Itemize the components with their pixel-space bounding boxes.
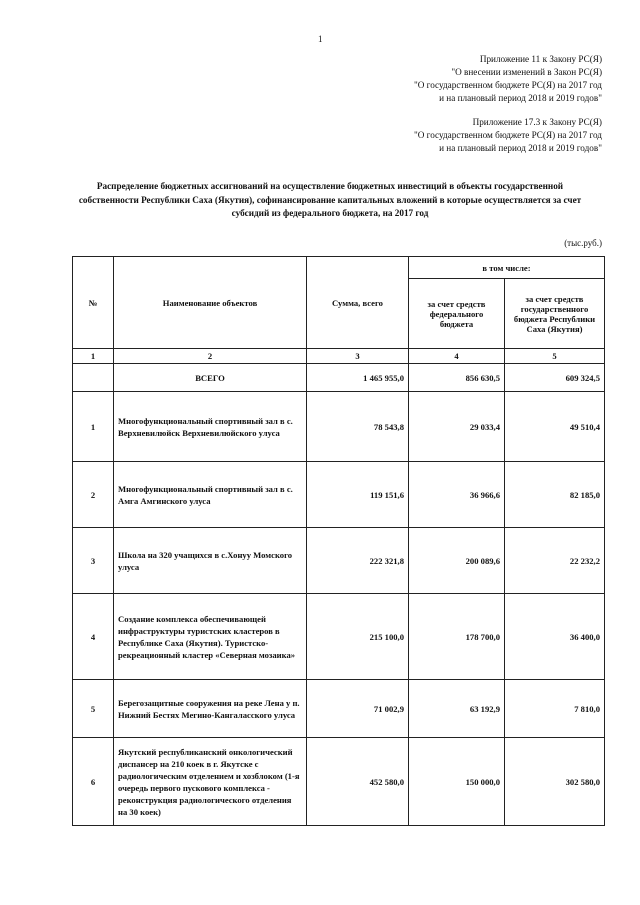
appendix-line: Приложение 11 к Закону РС(Я) [479, 54, 602, 64]
header-federal: за счет средств федерального бюджета [409, 279, 505, 349]
header-num: № [73, 257, 114, 349]
header-total: Сумма, всего [307, 257, 409, 349]
appendix-line: и на плановый период 2018 и 2019 годов" [439, 93, 602, 103]
appendix-line: "О внесении изменений в Закон РС(Я) [451, 67, 602, 77]
object-name: Якутский республиканский онкологический диспансер на 210 коек в г. Якутске с радиологическим отделением и хозблоком (1-я очередь первого пускового комплекса - реконструкция радиологического отделения на 30 коек) [114, 738, 307, 826]
sum-federal: 63 192,9 [409, 680, 505, 738]
sum-total: 119 151,6 [307, 462, 409, 528]
appendix-note-2 [272, 116, 602, 155]
sum-total: 71 002,9 [307, 680, 409, 738]
header-including: в том числе: [409, 257, 605, 279]
title-line: Распределение бюджетных ассигнований на осуществление бюджетных инвестиций в объекты государственной [96, 181, 564, 191]
sum-federal: 178 700,0 [409, 594, 505, 680]
column-number: 4 [409, 349, 505, 364]
column-number: 3 [307, 349, 409, 364]
sum-republic: 7 810,0 [505, 680, 605, 738]
sum-republic: 82 185,0 [505, 462, 605, 528]
appendix-line: "О государственном бюджете РС(Я) на 2017 год [413, 130, 602, 140]
object-name: Многофункциональный спортивный зал в с. Верхневилюйск Верхневилюйского улуса [114, 392, 307, 462]
table-row [73, 680, 605, 738]
sum-republic: 22 232,2 [505, 528, 605, 594]
object-name: Школа на 320 учащихся в с.Хонуу Момского улуса [114, 528, 307, 594]
sum-federal: 36 966,6 [409, 462, 505, 528]
table-row [73, 392, 605, 462]
header-name: Наименование объектов [114, 257, 307, 349]
total-label: ВСЕГО [114, 364, 307, 392]
page-number: 1 [318, 34, 323, 44]
total-republic: 609 324,5 [505, 364, 605, 392]
sum-total: 215 100,0 [307, 594, 409, 680]
total-num-cell [73, 364, 114, 392]
object-name: Многофункциональный спортивный зал в с. Амга Амгинского улуса [114, 462, 307, 528]
sum-total: 452 580,0 [307, 738, 409, 826]
row-number: 5 [73, 680, 114, 738]
object-name: Берегозащитные сооружения на реке Лена у п. Нижний Бестях Мегино-Кангаласского улуса [114, 680, 307, 738]
table-row [73, 462, 605, 528]
column-number: 5 [505, 349, 605, 364]
appendix-line: Приложение 17.3 к Закону РС(Я) [472, 117, 602, 127]
title-line: субсидий из федерального бюджета, на 2017 год [231, 208, 429, 218]
total-sum: 1 465 955,0 [307, 364, 409, 392]
row-number: 2 [73, 462, 114, 528]
table-row [73, 528, 605, 594]
sum-total: 222 321,8 [307, 528, 409, 594]
column-number: 1 [73, 349, 114, 364]
sum-republic: 36 400,0 [505, 594, 605, 680]
budget-table [72, 256, 605, 826]
table-row [73, 738, 605, 826]
appendix-line: и на плановый период 2018 и 2019 годов" [439, 143, 602, 153]
sum-federal: 200 089,6 [409, 528, 505, 594]
title-line: собственности Республики Саха (Якутия), софинансирование капитальных вложений в которые осуществляется за счет [78, 194, 582, 205]
total-row [73, 364, 605, 392]
row-number: 4 [73, 594, 114, 680]
sum-republic: 49 510,4 [505, 392, 605, 462]
sum-total: 78 543,8 [307, 392, 409, 462]
sum-federal: 150 000,0 [409, 738, 505, 826]
table-row [73, 594, 605, 680]
appendix-line: "О государственном бюджете РС(Я) на 2017 год [413, 80, 602, 90]
sum-federal: 29 033,4 [409, 392, 505, 462]
sum-republic: 302 580,0 [505, 738, 605, 826]
appendix-note-1 [272, 53, 602, 105]
units-label: (тыс.руб.) [564, 238, 602, 248]
row-number: 1 [73, 392, 114, 462]
object-name: Создание комплекса обеспечивающей инфраструктуры туристских кластеров в Республике Саха (Якутия). Туристско-рекреационный кластер «Северная мозаика» [114, 594, 307, 680]
document-title [60, 180, 600, 221]
column-number: 2 [114, 349, 307, 364]
row-number: 3 [73, 528, 114, 594]
row-number: 6 [73, 738, 114, 826]
header-republic: за счет средств государственного бюджета Республики Саха (Якутия) [505, 279, 605, 349]
total-federal: 856 630,5 [409, 364, 505, 392]
